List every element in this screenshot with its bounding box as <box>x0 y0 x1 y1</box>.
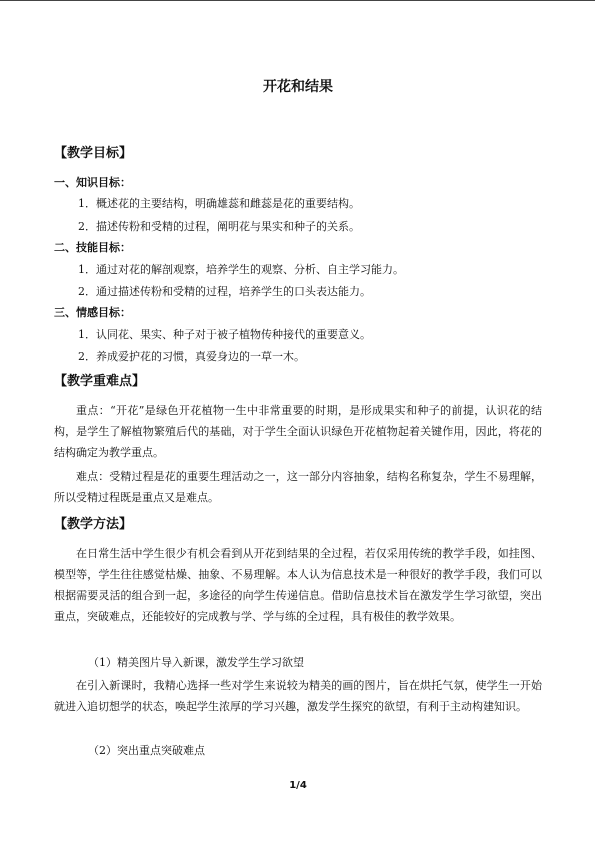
skills-heading: 二、技能目标： <box>54 241 131 254</box>
header-rule <box>0 0 595 1</box>
method-step-2-title: （2）突出重点突破难点 <box>88 744 205 757</box>
method-step-1-title: （1）精美图片导入新课，激发学生学习欲望 <box>88 656 304 669</box>
methods-heading: 【教学方法】 <box>54 517 133 532</box>
method-step-1-paragraph: 在引入新课时，我精心选择一些对学生来说较为精美的画的图片，旨在烘托气氛，使学生一开始就进入追切想学的状态，唤起学生浓厚的学习兴趣，激发学生探究的欲望，有利于主动构建知识。 <box>54 679 542 713</box>
emotion-item-1: 1．认同花、果实、种子对于被子植物传种接代的重要意义。 <box>78 328 371 341</box>
knowledge-item-2: 2．描述传粉和受精的过程，阐明花与果实和种子的关系。 <box>78 220 360 233</box>
difficulty-paragraph: 难点：受精过程是花的重要生理活动之一，这一部分内容抽象，结构名称复杂，学生不易理解，所以受精过程既是重点又是难点。 <box>54 470 542 504</box>
methods-intro-paragraph: 在日常生活中学生很少有机会看到从开花到结果的全过程，若仅采用传统的教学手段，如挂图、模型等，学生往往感觉枯燥、抽象、不易理解。本人认为信息技术是一种很好的教学手段，我们可以根据需要灵活的组合到一起，多途径的向学生传递信息。借助信息技术旨在激发学生学习欲望，突出重点，突破难点，还能较好的完成教与学、学与练的全过程，具有极佳的教学效果。 <box>54 547 542 623</box>
objectives-heading: 【教学目标】 <box>54 146 133 161</box>
skills-item-1: 1．通过对花的解剖观察，培养学生的观察、分析、自主学习能力。 <box>78 263 404 276</box>
document-title: 开花和结果 <box>263 79 333 95</box>
skills-item-2: 2．通过描述传粉和受精的过程，培养学生的口头表达能力。 <box>78 285 371 298</box>
page-number: 1/4 <box>289 780 307 791</box>
emotion-heading: 三、情感目标： <box>54 306 131 319</box>
focus-paragraph: 重点：“开花”是绿色开花植物一生中非常重要的时期，是形成果实和种子的前提，认识花的结构，是学生了解植物繁殖后代的基础，对于学生全面认识绿色开花植物起着关键作用，因此，将花的结构确定为教学重点。 <box>54 404 542 459</box>
key-points-heading: 【教学重难点】 <box>54 374 146 389</box>
knowledge-item-1: 1．概述花的主要结构，明确雄蕊和雌蕊是花的重要结构。 <box>78 197 360 210</box>
knowledge-heading: 一、知识目标： <box>54 176 131 189</box>
emotion-item-2: 2．养成爱护花的习惯，真爱身边的一草一木。 <box>78 350 305 363</box>
